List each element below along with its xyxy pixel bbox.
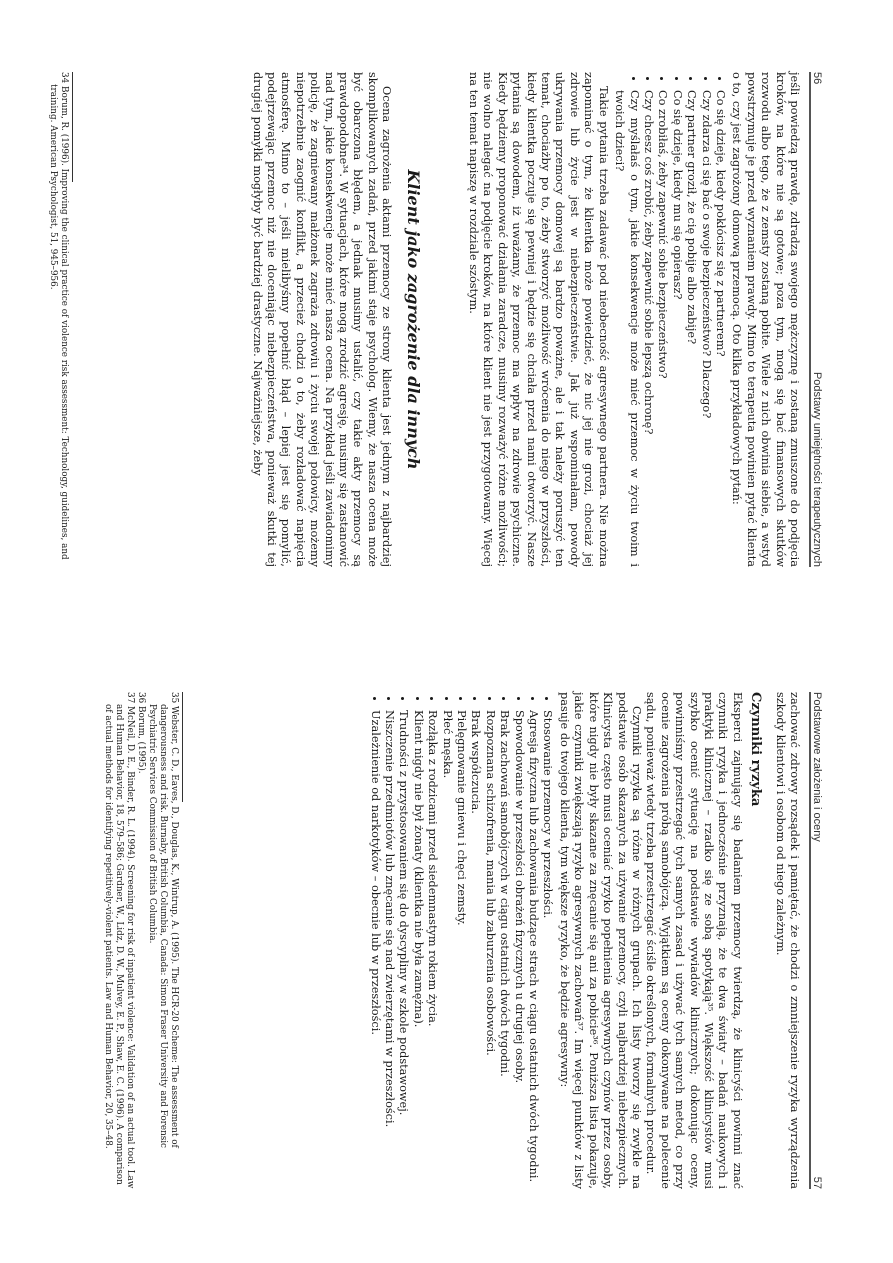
list-item: • Czy partner groził, że cię pobije albo zabije? (684, 90, 698, 567)
list-item: • Płeć męska. (439, 710, 453, 1189)
list-item: • Czy myślałaś o tym, jakie konsekwencje może mieć przemoc w życiu twoim i twoich dzieci? (612, 90, 641, 567)
right-intro-paragraph: zachować zdrowy rozsądek i pamiętać, że chodzi o zmniejszenie ryzyka wyrządzenia szkody klientowi i osobom od niego zależnym. (773, 692, 801, 1189)
list-item: • Pielęgnowanie gniewu i chęci zemsty. (454, 710, 468, 1189)
footnote-35: 35 Webster, C. D., Eaves, D., Douglas, K., Wintrup, A. (1995). The HCR-20 Scheme: The assessment of dangerousness and risk. Burnaby, British Columbia, Canada: Simon Fraser University and Forensic Psychiatric Services Commission of British Columbia. (147, 692, 179, 1148)
footnote-34: 34 Borum, R. (1996). Improving the clinical practice of violence risk assessment: Technology, guidelines, and training. American Psychologist, 51, 945–956. (48, 72, 69, 560)
list-item: • Klient nigdy nie był żonaty (klientka nie była zamężna). (410, 710, 424, 1189)
list-item: • Co zrobiłaś, żeby zapewnić sobie bezpieczeństwo? (655, 90, 669, 567)
list-item: • Co się dzieje, kiedy mu się opierasz? (669, 90, 683, 567)
list-item: • Brak współczucia. (468, 710, 482, 1189)
left-paragraph-2: Takie pytania trzeba zadawać pod nieobecność agresywnego partnera. Nie można zapominać o tym, że klientka może powiedzieć, że nic jej nie grozi, chociaż jej zdrowie lub życie jest w niebezpieczeństwie. Jak już wspominałam, powody ukrywania przemocy domowej są bardzo poważne, ale i tak należy poruszyć ten temat, chociażby po to, żeby stworzyć możliwość wrócenia do niego w przyszłości, kiedy klientka poczuje się pewniej i będzie się chciała przed nami otworzyć. Nasze pytania są dowodem, iż uważamy, że przemoc ma wpływ na zdrowie psychiczne. Kiedy będziemy proponować działania zaradcze, musimy rozważyć różne możliwości; nie wolno nalegać na podjęcie kroków, na które klient nie jest przygotowany. Więcej na ten temat napiszę w rozdziale szóstym. (467, 72, 610, 567)
left-intro-paragraph: jeśli powiedzą prawdę, zdradzą swojego mężczyznę i zostaną zmuszone do podjęcia kroków, na które nie są gotowe; poza tym, mogą się bać finansowych skutków rozwodu albo tego, że z zemsty zostaną pobite. Wiele z nich obwinia siebie, a wstyd powstrzymuje je przed wyznaniem prawdy. Mimo to terapeuta powinien pytać klienta o to, czy jest zagrożony domową przemocą. Oto kilka przykładowych pytań: (730, 72, 801, 567)
list-item: • Rozłąka z rodzicami przed siedemnastym rokiem życia. (425, 710, 439, 1189)
list-item: • Uzależnienie od narkotyków – obecnie lub w przeszłości. (367, 710, 381, 1189)
question-list (612, 72, 727, 567)
section-title-risk-factors: Czynniki ryzyka (748, 692, 764, 807)
list-item: • Trudności z przystosowaniem się do dyscypliny w szkole podstawowej. (396, 710, 410, 1189)
list-item: • Agresja fizyczna lub zachowania budzące strach w ciągu ostatnich dwóch tygodni. (526, 710, 540, 1189)
footnote-37: 37 McNeil, D. E., Binder, R. L. (1994). Screening for risk of inpatient violence: Validation of an actual tool. Law and Human Behavior, 18, 579–586; Gardner, W., Lidz, D. W., Mulvey, E. P., Shaw, E. C. (1996). A comparison of actual methods for identifying repetitively-violent patients. Law and Human Behavior, 20, 35–48. (103, 692, 135, 1189)
left-page-number: 56 (811, 72, 823, 85)
left-page (0, 0, 893, 631)
list-item: • Spowodowanie w przeszłości obrażeń fizycznych u drugiej osoby. (511, 710, 525, 1189)
section-title-threat: Klient jako zagrożenie dla innych (403, 169, 423, 470)
right-paragraph-2: Czynniki ryzyka są różne w różnych grupach. Ich listy tworzy się zwykle na podstawie osób skazanych za używanie przemocy, czyli najbardziej niebezpiecznych. Klinicysta często musi oceniać ryzyko popełnienia agresywnych czynów przez osoby, które nigdy nie były skazane za znęcanie się ani za pobicie³⁶. Poniższa lista pokazuje, jakie czynniki zwiększają ryzyko agresywnych zachowań³⁷. Im więcej punktów z listy pasuje do twojego klienta, tym większe ryzyko, że będzie agresywny: (557, 692, 643, 1189)
list-item: • Czy zdarza ci się bać o swoje bezpieczeństwo? Dlaczego? (698, 90, 712, 567)
list-item: • Stosowanie przemocy w przeszłości. (540, 710, 554, 1189)
footnote-divider (72, 72, 73, 182)
left-running-header (809, 72, 833, 567)
left-footnotes (47, 72, 73, 567)
right-paragraph-1: Eksperci zajmujący się badaniem przemocy twierdzą, że klinicyści powinni znać czynniki ryzyka i jednocześnie przyznają, że te dwa światy – badań naukowych i praktyki klinicznej – rzadko się ze sobą spotykają³⁵. Większość klinicystów musi szybko ocenić sytuację na podstawie wywiadów klinicznych; dokonując oceny, powinniśmy przestrzegać tych samych zasad i używać tych samych metod, co przy ocenie zagrożenia próbą samobójczą. Wyjątkiem są oceny dokonywane na polecenie sądu, ponieważ wtedy trzeba przestrzegać ściśle określonych, formalnych procedur. (644, 692, 744, 1189)
list-item: • Niszczenie przedmiotów lub znęcanie się nad zwierzętami w przeszłości. (382, 710, 396, 1189)
list-item: • Rozpoznana schizofrenia, mania lub zaburzenia osobowości. (482, 710, 496, 1189)
footnote-divider (182, 692, 183, 802)
footnote-36: 36 Borum, (1995). (136, 692, 146, 774)
right-footnotes (102, 692, 183, 1189)
right-running-header (809, 692, 833, 1189)
right-page (0, 632, 893, 1263)
right-page-body (365, 692, 801, 1189)
list-item: • Brak zachowań samobójczych w ciągu ostatnich dwóch tygodni. (497, 710, 511, 1189)
list-item: • Co się dzieje, kiedy pokłócisz się z partnerem? (713, 90, 727, 567)
risk-factor-list (367, 692, 554, 1189)
right-running-head-title: Podstawowe założenia i oceny (811, 692, 823, 842)
list-item: • Czy chcesz coś zrobić, żeby zapewnić sobie lepszą ochronę? (641, 90, 655, 567)
left-page-body (249, 72, 801, 567)
left-running-head-title: Podstawy umiejętności terapeutycznych (811, 371, 823, 567)
left-paragraph-3: Ocena zagrożenia aktami przemocy ze strony klienta jest jednym z najbardziej skomplikowanych zadań, przed jakimi staje psycholog. Wiemy, że nasza ocena może być obarczona błędem, a jednak musimy ustalić, czy takie akty przemocy są prawdopodobne³⁴. W sytuacjach, które mogą zrodzić agresję, musimy się zastanowić nad tym, jakie konsekwencje może mieć nasza ocena. Na przykład jeśli zawiadomimy policję, że zagniewany małżonek zagraża zdrowiu i życiu swojej połowicy, możemy niepotrzebnie zaognić konflikt, a przecież chodzi o to, żeby rozładować napięcia atmosferę. Mimo to – jeśli mielibyśmy popełnić błąd – lepiej jest się pomylić, podejrzewając przemoc niż nie doceniając niebezpieczeństwa, ponieważ skutki tej drugiej pomyłki mogłyby być bardziej drastyczne. Najważniejsze, żeby (250, 72, 394, 567)
right-page-number: 57 (811, 1176, 823, 1189)
